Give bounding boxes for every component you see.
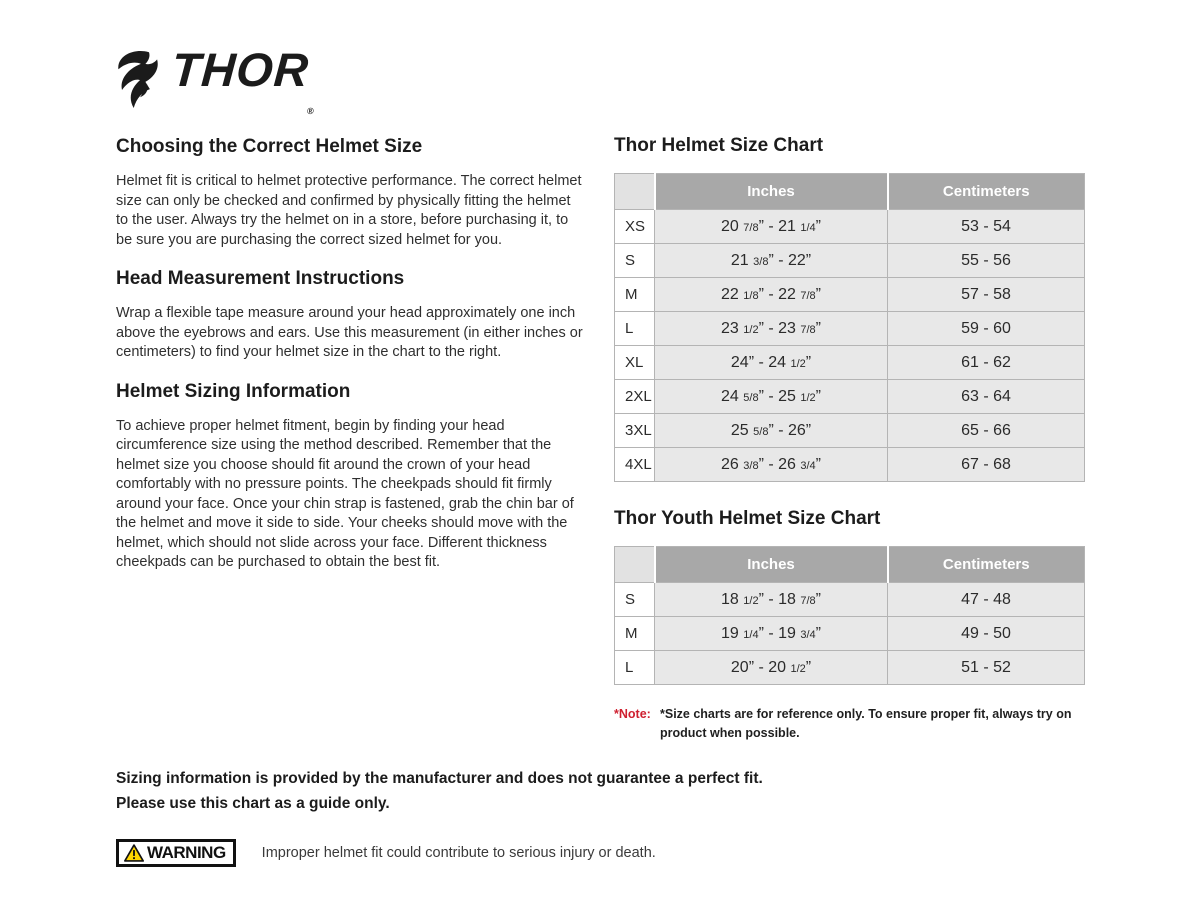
table-row bbox=[615, 244, 1085, 278]
centimeters-column-header: Centimeters bbox=[888, 547, 1085, 583]
section-body-head-measurement: Wrap a flexible tape measure around your head approximately one inch above the eyebrows and ears. Use this measurement (in either inches or centimeters) to find your helmet size in the chart to the right. bbox=[116, 305, 583, 360]
table-row bbox=[615, 278, 1085, 312]
inches-cell: 20” - 20 1/2” bbox=[655, 651, 888, 685]
centimeters-cell: 49 - 50 bbox=[888, 617, 1085, 651]
section-heading-choosing-size: Choosing the Correct Helmet Size bbox=[116, 136, 423, 157]
registered-mark: ® bbox=[306, 106, 316, 116]
size-cell: M bbox=[615, 278, 655, 312]
disclaimer-line-2: Please use this chart as a guide only. bbox=[116, 795, 390, 812]
inches-cell: 21 3/8” - 22” bbox=[655, 244, 888, 278]
size-charts-column bbox=[614, 133, 1084, 743]
instructions-column bbox=[116, 134, 586, 589]
centimeters-column-header: Centimeters bbox=[888, 174, 1085, 210]
table-row bbox=[615, 210, 1085, 244]
size-cell: 2XL bbox=[615, 380, 655, 414]
section-body-choosing-size: Helmet fit is critical to helmet protective performance. The correct helmet size can only be checked and confirmed by physically fitting the helmet to the user. Always try the helmet on in a store, before purchasing it, to be sure you are purchasing the correct sized helmet for you. bbox=[116, 173, 582, 248]
centimeters-cell: 63 - 64 bbox=[888, 380, 1085, 414]
manufacturer-disclaimer bbox=[116, 766, 763, 816]
size-cell: L bbox=[615, 651, 655, 685]
table-row bbox=[615, 583, 1085, 617]
warning-box bbox=[116, 839, 236, 867]
table-row bbox=[615, 448, 1085, 482]
warning-label: WARNING bbox=[147, 843, 226, 862]
centimeters-cell: 57 - 58 bbox=[888, 278, 1085, 312]
inches-cell: 26 3/8” - 26 3/4” bbox=[655, 448, 888, 482]
table-row bbox=[615, 617, 1085, 651]
corner-cell bbox=[615, 174, 655, 210]
size-cell: XL bbox=[615, 346, 655, 380]
thor-wordmark: $THOR_®$ bbox=[169, 43, 316, 116]
inches-cell: 22 1/8” - 22 7/8” bbox=[655, 278, 888, 312]
thor-logo bbox=[113, 43, 317, 116]
section-body-sizing-information: To achieve proper helmet fitment, begin by finding your head circumference size using the method described. Remember that the helmet size you choose should fit around the crown of your head comfortably with no pressure points. The cheekpads should fit firmly around your face. Once your chin strap is fastened, grab the chin bar of the helmet and move it side to side. Your cheeks should move with the helmet, which should not slide across your face. Different thickness cheekpads can be purchased to obtain the best fit. bbox=[116, 417, 574, 570]
youth-size-chart-table bbox=[614, 546, 1085, 685]
inches-column-header: Inches bbox=[655, 547, 888, 583]
table-header-row bbox=[615, 174, 1085, 210]
warning-text: Improper helmet fit could contribute to serious injury or death. bbox=[261, 845, 656, 861]
table-header-row bbox=[615, 547, 1085, 583]
inches-cell: 18 1/2” - 18 7/8” bbox=[655, 583, 888, 617]
adult-chart-title: Thor Helmet Size Chart bbox=[614, 135, 824, 156]
inches-cell: 24 5/8” - 25 1/2” bbox=[655, 380, 888, 414]
note-label: *Note: bbox=[614, 707, 651, 721]
centimeters-cell: 47 - 48 bbox=[888, 583, 1085, 617]
size-cell: S bbox=[615, 583, 655, 617]
table-row bbox=[615, 380, 1085, 414]
size-cell: M bbox=[615, 617, 655, 651]
corner-cell bbox=[615, 547, 655, 583]
inches-cell: 20 7/8” - 21 1/4” bbox=[655, 210, 888, 244]
inches-column-header: Inches bbox=[655, 174, 888, 210]
size-cell: 4XL bbox=[615, 448, 655, 482]
inches-cell: 25 5/8” - 26” bbox=[655, 414, 888, 448]
centimeters-cell: 61 - 62 bbox=[888, 346, 1085, 380]
section-heading-sizing-information: Helmet Sizing Information bbox=[116, 380, 351, 402]
centimeters-cell: 67 - 68 bbox=[888, 448, 1085, 482]
size-cell: L bbox=[615, 312, 655, 346]
centimeters-cell: 55 - 56 bbox=[888, 244, 1085, 278]
table-row bbox=[615, 414, 1085, 448]
table-row bbox=[615, 312, 1085, 346]
inches-cell: 24” - 24 1/2” bbox=[655, 346, 888, 380]
warning-row bbox=[116, 839, 656, 867]
size-cell: XS bbox=[615, 210, 655, 244]
note-text: *Size charts are for reference only. To ensure proper fit, always try on product when possible. bbox=[660, 707, 1072, 740]
centimeters-cell: 65 - 66 bbox=[888, 414, 1085, 448]
reference-note bbox=[614, 705, 1084, 743]
inches-cell: 19 1/4” - 19 3/4” bbox=[655, 617, 888, 651]
table-row bbox=[615, 346, 1085, 380]
size-cell: 3XL bbox=[615, 414, 655, 448]
centimeters-cell: 59 - 60 bbox=[888, 312, 1085, 346]
centimeters-cell: 51 - 52 bbox=[888, 651, 1085, 685]
thor-goat-icon bbox=[113, 50, 167, 112]
inches-cell: 23 1/2” - 23 7/8” bbox=[655, 312, 888, 346]
size-cell: S bbox=[615, 244, 655, 278]
centimeters-cell: 53 - 54 bbox=[888, 210, 1085, 244]
section-heading-head-measurement: Head Measurement Instructions bbox=[116, 268, 405, 289]
youth-chart-title: Thor Youth Helmet Size Chart bbox=[614, 508, 881, 529]
warning-triangle-icon bbox=[124, 844, 144, 862]
table-row bbox=[615, 651, 1085, 685]
disclaimer-line-1: Sizing information is provided by the manufacturer and does not guarantee a perfect fit. bbox=[116, 770, 763, 787]
adult-size-chart-table bbox=[614, 173, 1085, 482]
